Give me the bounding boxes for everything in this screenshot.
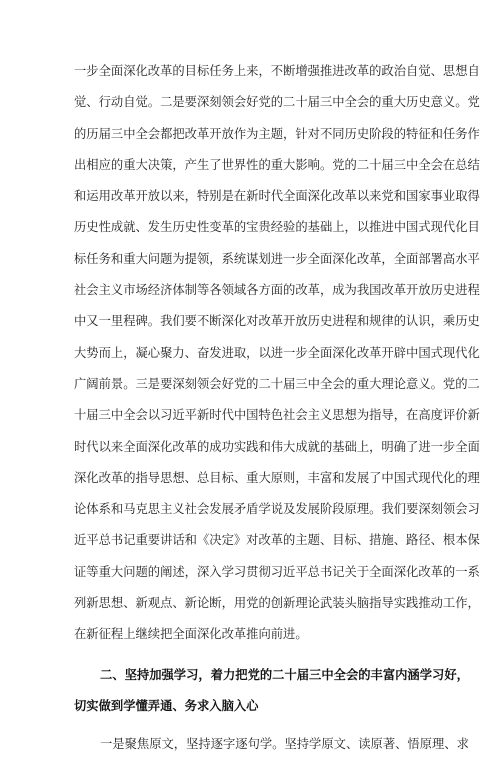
text-line: 出相应的重大决策，产生了世界性的重大影响。党的二十届三中全会在总结: [74, 157, 480, 172]
heading-line: 切实做到学懂弄通、务求入脑入心: [74, 697, 259, 713]
text-line: 论体系和马克思主义社会发展矛盾学说及发展阶段原理。我们要深刻领会习: [74, 502, 480, 517]
text-line: 列新思想、新观点、新论断，用党的创新理论武装头脑指导实践推动工作，: [74, 596, 480, 611]
text-line: 标任务和重大问题为提领，系统谋划进一步全面深化改革，全面部署高水平: [74, 251, 480, 266]
text-line: 深化改革的指导思想、总目标、重大原则，丰富和发展了中国式现代化的理: [74, 470, 480, 485]
paragraph-gap: [74, 651, 426, 659]
text-line: 和运用改革开放以来，特别是在新时代全面深化改革以来党和国家事业取得: [74, 189, 480, 204]
text-line: 大势而上，凝心聚力、奋发进取，以进一步全面深化改革开辟中国式现代化: [74, 345, 480, 360]
document-body: [74, 56, 480, 761]
paragraph-1: [74, 56, 480, 651]
text-line: 社会主义市场经济体制等各领域各方面的改革，成为我国改革开放历史进程: [74, 283, 480, 298]
text-line: 觉、行动自觉。二是要深刻领会好党的二十届三中全会的重大历史意义。党: [74, 95, 480, 110]
paragraph-gap: [74, 721, 426, 729]
paragraph-2: [74, 729, 469, 760]
text-line: 证等重大问题的阐述，深入学习贯彻习近平总书记关于全面深化改革的一系: [74, 564, 480, 579]
text-line: 近平总书记重要讲话和《决定》对改革的主题、目标、措施、路径、根本保: [74, 533, 480, 548]
text-line: 中又一里程碑。我们要不断深化对改革开放历史进程和规律的认识，乘历史: [74, 314, 480, 329]
text-line: 十届三中全会以习近平新时代中国特色社会主义思想为指导，在高度评价新: [74, 408, 480, 423]
text-line: 历史性成就、发生历史性变革的宝贵经验的基础上，以推进中国式现代化目: [74, 220, 480, 235]
heading-line: 二、坚持加强学习，着力把党的二十届三中全会的丰富内涵学习好，: [100, 666, 469, 682]
text-line: 一步全面深化改革的目标任务上来，不断增强推进改革的政治自觉、思想自: [74, 64, 480, 78]
text-line: 广阔前景。三是要深刻领会好党的二十届三中全会的重大理论意义。党的二: [74, 376, 480, 391]
section-heading: [74, 659, 469, 722]
text-line: 的历届三中全会都把改革开放作为主题，针对不同历史阶段的特征和任务作: [74, 126, 480, 141]
text-line: 一是聚焦原文，坚持逐字逐句学。坚持学原文、读原著、悟原理、求: [100, 737, 469, 752]
text-line: 在新征程上继续把全面深化改革推向前进。: [74, 627, 308, 642]
text-line: 时代以来全面深化改革的成功实践和伟大成就的基础上，明确了进一步全面: [74, 439, 480, 454]
